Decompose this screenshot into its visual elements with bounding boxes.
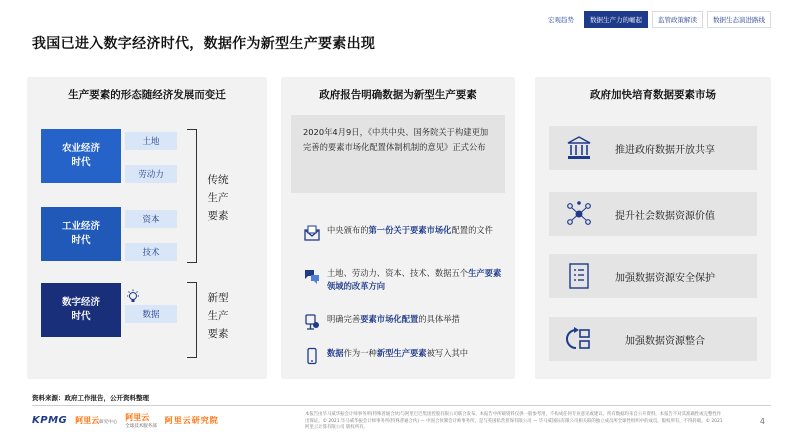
network-nodes-icon [565, 200, 593, 228]
text-part: 明确完善 [327, 314, 361, 324]
item-text [327, 347, 468, 360]
phone-icon [303, 347, 321, 365]
era-label-line1: 工业经济 [61, 221, 100, 232]
panel-production-factors [27, 77, 267, 379]
highlight-text: 新型生产要素 [376, 348, 427, 358]
government-building-icon [565, 134, 593, 162]
era-agricultural [41, 129, 121, 183]
alibaba-cloud-logo [75, 415, 117, 426]
label-line: 生产 [207, 310, 229, 322]
policy-quote: 2020年4月9日，《中共中央、国务院关于构建更加完善的要素市场化配置体制机制的意见》正式公布 [291, 115, 505, 193]
tab-data-ecosystem[interactable]: 数据生态演进路线 [707, 11, 771, 28]
factor-land: 土地 [125, 132, 177, 150]
panel-data-market [535, 77, 771, 379]
text-part: 作为一种 [343, 348, 377, 358]
highlight-text: 数据 [327, 348, 344, 358]
era-label-line2: 时代 [71, 157, 91, 168]
legal-disclaimer: 本报告由毕马威华振会计师事务所(特殊普通合伙)与阿里巴巴集团控股有限公司联合发布。本报告中所载资料仅供一般参考用，不构成任何专业意见或建议。所有数据均来自公开资料，本报告不对其准确性或完整性作出保证。© 2021 毕马威华振会计师事务所(特殊普通合伙) — 中国合伙制会计师事务所，是与英国私营担保有限公司 — 毕马威国际有限公司相关联的独立成员所全球性组织中的成员。版权所有，不得转载。© 2021 阿里云计算有限公司 版权所有。 [305, 412, 723, 431]
alibaba-research-logo: 阿里云研究院 [164, 416, 219, 425]
label-line: 要素 [207, 328, 229, 340]
label-line: 新型 [207, 292, 229, 304]
era-industrial [41, 207, 121, 261]
lightbulb-icon [125, 289, 141, 305]
list-item [303, 224, 505, 242]
text-part: 被写入其中 [426, 348, 469, 358]
measure-card [549, 192, 757, 236]
measure-card [549, 317, 757, 361]
measure-label: 提升社会数据资源价值 [615, 210, 715, 222]
item-text [327, 313, 460, 326]
era-label-line2: 时代 [71, 235, 91, 246]
item-text [327, 267, 505, 293]
section-tabs [542, 11, 771, 28]
panel-government-report [281, 77, 515, 379]
tab-regulation-policy[interactable]: 监管政策解读 [652, 11, 703, 28]
document-envelope-icon [303, 224, 321, 242]
checklist-icon [565, 262, 593, 290]
measure-card [549, 254, 757, 298]
factor-capital: 资本 [125, 210, 177, 228]
era-label-line1: 数字经济 [61, 297, 100, 308]
era-label-line2: 时代 [71, 311, 91, 322]
text-part: 的具体举措 [418, 314, 460, 324]
panel-title: 政府加快培育数据要素市场 [590, 89, 716, 101]
list-item [303, 267, 505, 293]
highlight-text: 要素市场化配置 [360, 314, 419, 324]
alibaba-cloud-global-logo [125, 412, 157, 429]
list-item [303, 313, 505, 331]
text-part: 配置的文件 [451, 225, 493, 235]
new-factors-label [205, 289, 231, 343]
traditional-factors-label [205, 171, 231, 225]
label-line: 生产 [207, 192, 229, 204]
network-device-icon [303, 313, 321, 331]
text-part: 中央颁布的 [327, 225, 369, 235]
kpmg-logo: KPMG [32, 415, 68, 426]
highlight-text: 生产要素领域的改革方向 [327, 268, 502, 291]
label-line: 要素 [207, 210, 229, 222]
footer-divider [32, 405, 771, 406]
era-label-line1: 农业经济 [61, 143, 100, 154]
logo-subtext: 全球技术服务部 [125, 424, 157, 429]
bracket-new [187, 282, 197, 358]
measure-label: 加强数据资源整合 [625, 335, 705, 347]
page-title: 我国已进入数字经济时代，数据作为新型生产要素出现 [32, 36, 376, 52]
chat-bubbles-icon [303, 267, 321, 285]
highlight-text: 第一份关于要素市场化 [368, 225, 452, 235]
measure-label: 推进政府数据开放共享 [615, 144, 715, 156]
integration-icon [565, 325, 593, 353]
text-part: 土地、劳动力、资本、技术、数据五个 [327, 268, 469, 278]
logo-subtext: 研究中心 [99, 420, 118, 425]
era-digital [41, 283, 121, 337]
measure-card [549, 126, 757, 170]
footer-logos [32, 412, 219, 429]
item-text [327, 224, 493, 237]
panel-title: 生产要素的形态随经济发展而变迁 [68, 89, 226, 101]
label-line: 传统 [207, 174, 229, 186]
tab-data-productivity[interactable]: 数据生产力的崛起 [584, 11, 648, 28]
logo-text: 阿里云 [75, 416, 100, 425]
source-note: 资料来源：政府工作报告，公开资料整理 [32, 394, 149, 402]
factor-technology: 技术 [125, 243, 177, 261]
tab-macro-trends[interactable]: 宏观趋势 [542, 11, 580, 28]
bracket-traditional [187, 129, 197, 263]
measure-label: 加强数据资源安全保护 [615, 272, 715, 284]
page-number: 4 [759, 417, 765, 426]
panel-title: 政府报告明确数据为新型生产要素 [319, 89, 477, 101]
factor-labor: 劳动力 [125, 165, 177, 183]
logo-text: 阿里云 [125, 413, 150, 422]
factor-data: 数据 [125, 305, 177, 323]
list-item [303, 347, 505, 365]
